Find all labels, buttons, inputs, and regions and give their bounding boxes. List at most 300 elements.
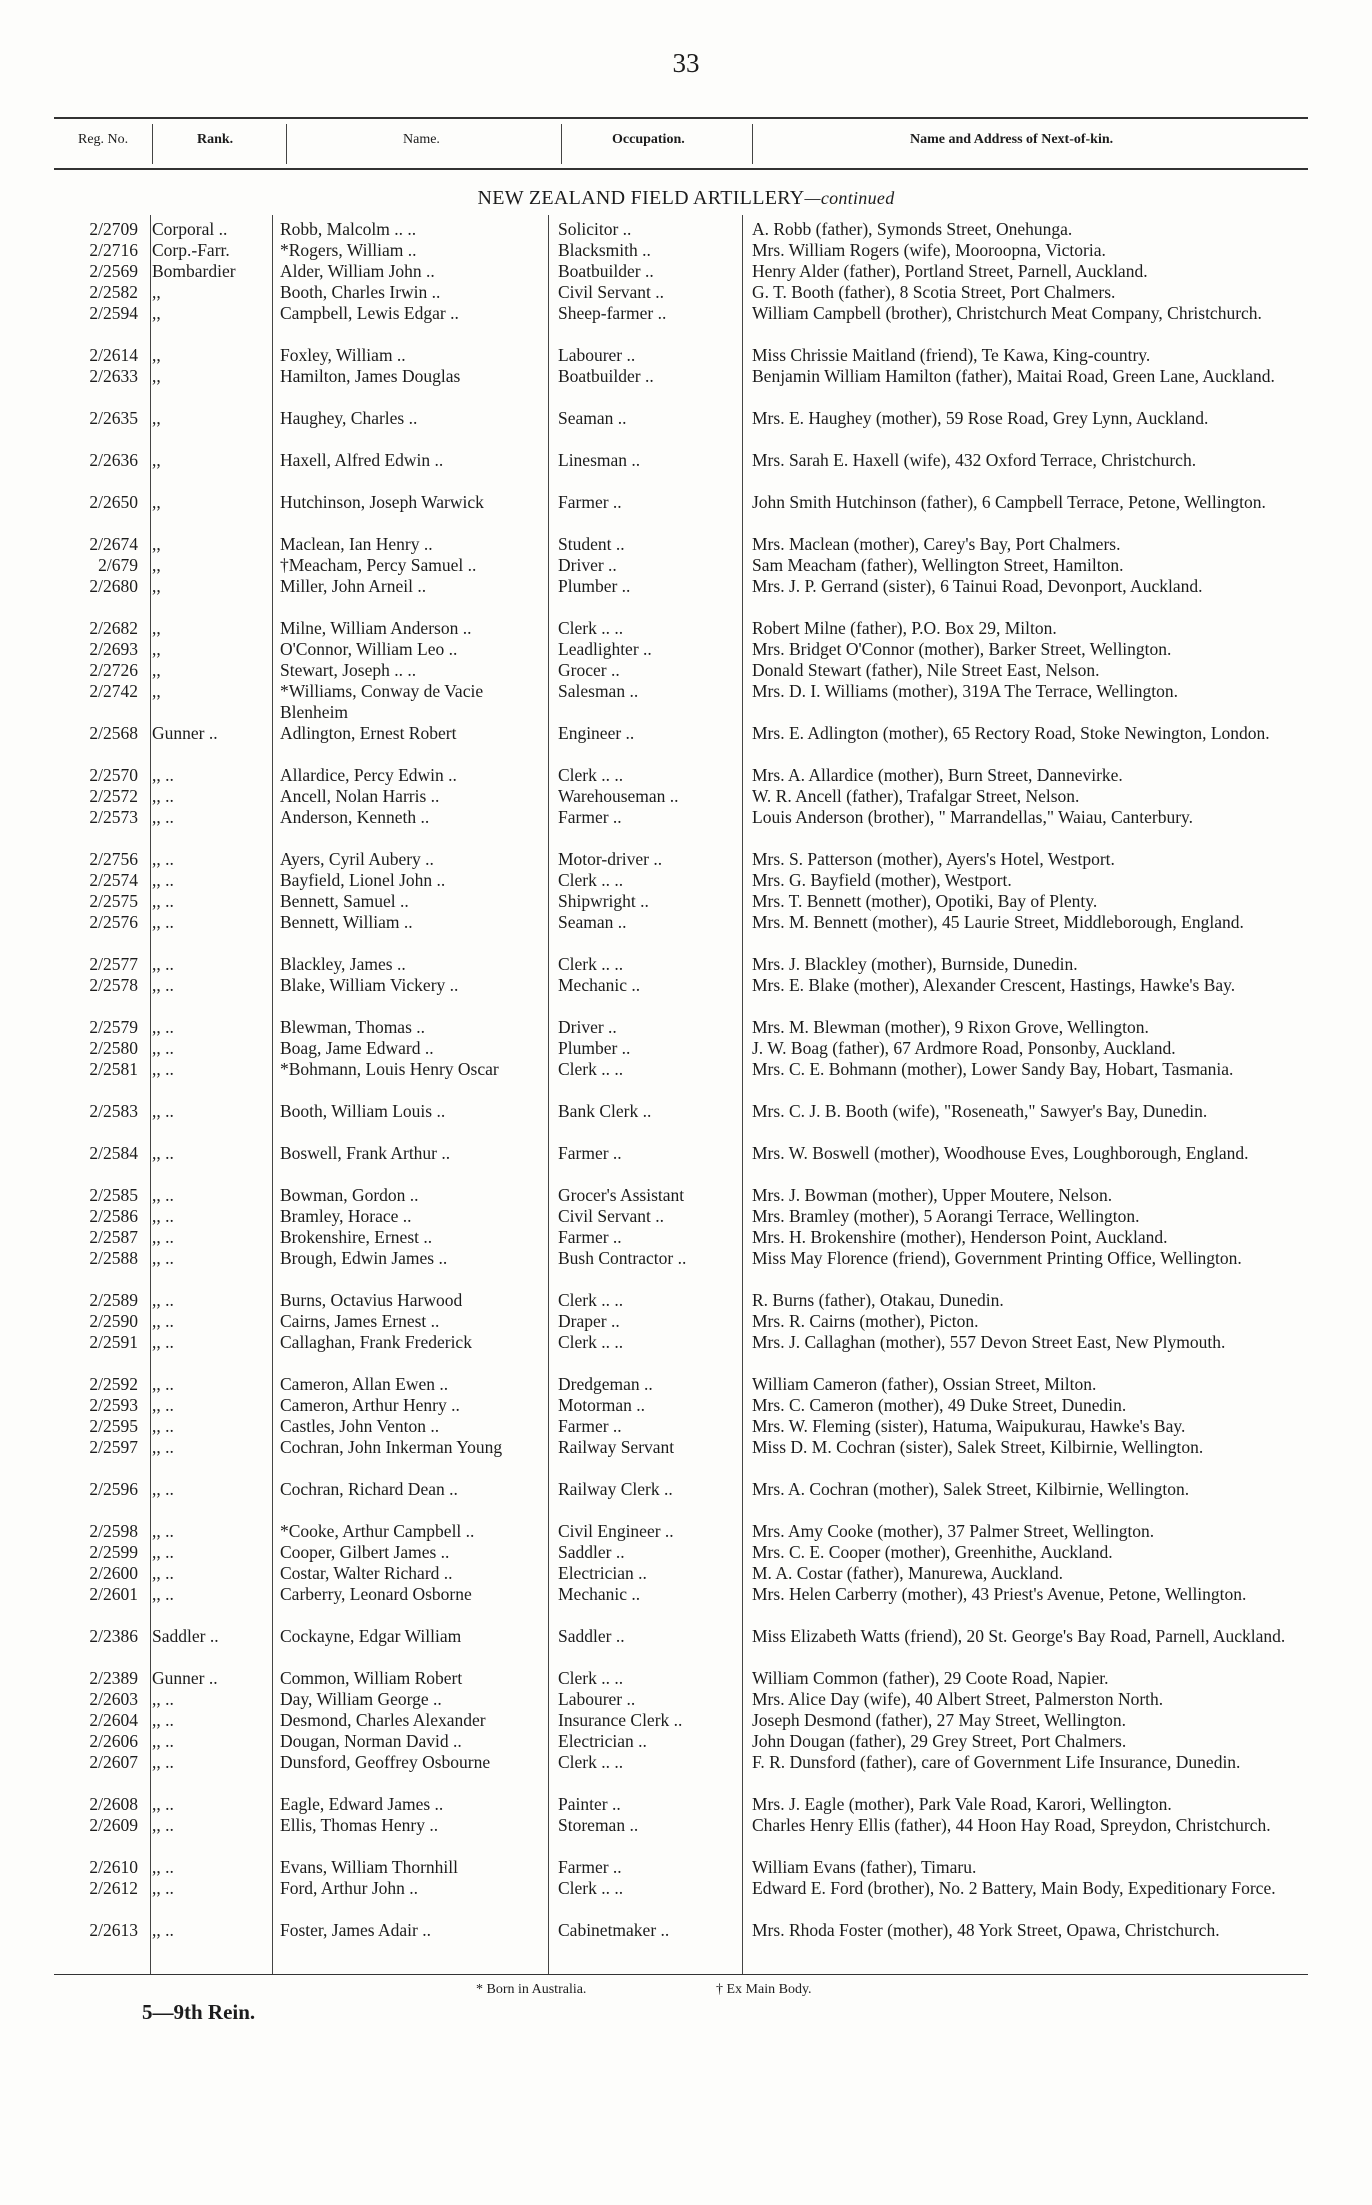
rank-cell: ,, ..: [152, 1311, 174, 1331]
reg-no-cell: 2/2607: [89, 1752, 138, 1772]
printer-signature: 5—9th Rein.: [142, 2000, 256, 2024]
next-of-kin-cell: Louis Anderson (brother), " Marrandellas," Waiau, Canterbury.: [752, 807, 1194, 827]
occupation-cell: Clerk .. ..: [558, 1290, 624, 1310]
next-of-kin-cell: Mrs. J. Bowman (mother), Upper Moutere, Nelson.: [752, 1185, 1113, 1205]
occupation-cell: Clerk .. ..: [558, 1059, 624, 1079]
rank-cell: ,, ..: [152, 1563, 174, 1583]
table-row: [0, 1878, 1372, 1920]
name-cell: Desmond, Charles Alexander: [280, 1710, 486, 1730]
name-cell: Hamilton, James Douglas: [280, 366, 461, 386]
table-row: [0, 1101, 1372, 1143]
rank-cell: ,, ..: [152, 1017, 174, 1037]
reg-no-cell: 2/2680: [89, 576, 138, 596]
occupation-cell: Shipwright ..: [558, 891, 649, 911]
occupation-cell: Civil Servant ..: [558, 1206, 664, 1226]
table-row: [0, 1857, 1372, 1878]
rank-cell: ,, ..: [152, 1248, 174, 1268]
footer-rule: [54, 1974, 1308, 1975]
rank-cell: ,, ..: [152, 912, 174, 932]
reg-no-cell: 2/2635: [89, 408, 138, 428]
table-row: [0, 849, 1372, 870]
occupation-cell: Grocer's Assistant: [558, 1185, 685, 1205]
next-of-kin-cell: Mrs. Sarah E. Haxell (wife), 432 Oxford Terrace, Christchurch.: [752, 450, 1197, 470]
table-row: [0, 786, 1372, 807]
occupation-cell: Clerk .. ..: [558, 1332, 624, 1352]
occupation-cell: Electrician ..: [558, 1731, 647, 1751]
rank-cell: ,, ..: [152, 1878, 174, 1898]
name-cell: Bennett, William ..: [280, 912, 413, 932]
table-row: [0, 723, 1372, 765]
next-of-kin-cell: Donald Stewart (father), Nile Street East, Nelson.: [752, 660, 1100, 680]
name-cell: Booth, Charles Irwin ..: [280, 282, 441, 302]
rank-cell: ,, ..: [152, 870, 174, 890]
name-cell: O'Connor, William Leo ..: [280, 639, 458, 659]
table-row: [0, 1416, 1372, 1437]
reg-no-cell: 2/2589: [89, 1290, 138, 1310]
table-row: [0, 1752, 1372, 1794]
next-of-kin-cell: Miss Elizabeth Watts (friend), 20 St. George's Bay Road, Parnell, Auckland.: [752, 1626, 1286, 1646]
occupation-cell: Grocer ..: [558, 660, 620, 680]
reg-no-cell: 2/2610: [89, 1857, 138, 1877]
rank-cell: ,,: [152, 303, 161, 323]
header-divider: [561, 124, 562, 164]
next-of-kin-cell: Mrs. William Rogers (wife), Mooroopna, Victoria.: [752, 240, 1106, 260]
table-row: [0, 303, 1372, 345]
next-of-kin-cell: M. A. Costar (father), Manurewa, Auckland.: [752, 1563, 1064, 1583]
rank-cell: ,, ..: [152, 1815, 174, 1835]
next-of-kin-cell: Mrs. A. Cochran (mother), Salek Street, Kilbirnie, Wellington.: [752, 1479, 1190, 1499]
rank-cell: ,,: [152, 534, 161, 554]
table-row: [0, 681, 1372, 723]
rank-cell: ,, ..: [152, 1584, 174, 1604]
occupation-cell: Driver ..: [558, 555, 617, 575]
rank-cell: ,,: [152, 639, 161, 659]
occupation-cell: Clerk .. ..: [558, 1752, 624, 1772]
table-row: [0, 555, 1372, 576]
name-cell: Bramley, Horace ..: [280, 1206, 412, 1226]
name-cell: Haxell, Alfred Edwin ..: [280, 450, 444, 470]
section-title: [0, 187, 1372, 210]
rank-cell: Corporal ..: [152, 219, 228, 239]
name-cell: Alder, William John ..: [280, 261, 435, 281]
reg-no-cell: 2/2588: [89, 1248, 138, 1268]
occupation-cell: Salesman ..: [558, 681, 639, 701]
rank-cell: ,,: [152, 555, 161, 575]
reg-no-cell: 2/2650: [89, 492, 138, 512]
table-row: [0, 408, 1372, 450]
next-of-kin-cell: Mrs. H. Brokenshire (mother), Henderson Point, Auckland.: [752, 1227, 1168, 1247]
name-cell: Miller, John Arneil ..: [280, 576, 427, 596]
name-cell: Cooper, Gilbert James ..: [280, 1542, 450, 1562]
rank-cell: ,,: [152, 408, 161, 428]
name-cell: Castles, John Venton ..: [280, 1416, 440, 1436]
name-cell: Eagle, Edward James ..: [280, 1794, 444, 1814]
table-row: [0, 576, 1372, 618]
table-row: [0, 1437, 1372, 1479]
reg-no-cell: 2/2612: [89, 1878, 138, 1898]
occupation-cell: Clerk .. ..: [558, 1668, 624, 1688]
name-cell: Ford, Arthur John ..: [280, 1878, 419, 1898]
next-of-kin-cell: Mrs. S. Patterson (mother), Ayers's Hotel, Westport.: [752, 849, 1115, 869]
table-row: [0, 1206, 1372, 1227]
name-cell: Foster, James Adair ..: [280, 1920, 431, 1940]
rank-cell: ,, ..: [152, 1206, 174, 1226]
table-row: [0, 660, 1372, 681]
table-row: [0, 807, 1372, 849]
rank-cell: Saddler ..: [152, 1626, 219, 1646]
rank-cell: ,, ..: [152, 765, 174, 785]
reg-no-cell: 2/2585: [89, 1185, 138, 1205]
next-of-kin-cell: Robert Milne (father), P.O. Box 29, Milton.: [752, 618, 1057, 638]
table-row: [0, 1479, 1372, 1521]
next-of-kin-cell: William Evans (father), Timaru.: [752, 1857, 977, 1877]
rank-cell: ,,: [152, 681, 161, 701]
rank-cell: ,, ..: [152, 807, 174, 827]
table-row: [0, 492, 1372, 534]
rank-cell: ,, ..: [152, 1059, 174, 1079]
table-row: [0, 1920, 1372, 1962]
reg-no-cell: 2/2579: [89, 1017, 138, 1037]
table-row: [0, 1563, 1372, 1584]
section-title-suffix: —continued: [804, 188, 895, 208]
table-row: [0, 1521, 1372, 1542]
table-row: [0, 1143, 1372, 1185]
occupation-cell: Civil Engineer ..: [558, 1521, 674, 1541]
next-of-kin-cell: F. R. Dunsford (father), care of Government Life Insurance, Dunedin.: [752, 1752, 1241, 1772]
name-cell: Blake, William Vickery ..: [280, 975, 459, 995]
reg-no-cell: 2/2573: [89, 807, 138, 827]
name-cell: *Cooke, Arthur Campbell ..: [280, 1521, 475, 1541]
table-row: [0, 639, 1372, 660]
rank-cell: ,, ..: [152, 1710, 174, 1730]
name-cell: Dougan, Norman David ..: [280, 1731, 462, 1751]
name-cell: Booth, William Louis ..: [280, 1101, 446, 1121]
table-row: [0, 1689, 1372, 1710]
reg-no-cell: 2/2572: [89, 786, 138, 806]
next-of-kin-cell: John Dougan (father), 29 Grey Street, Port Chalmers.: [752, 1731, 1127, 1751]
occupation-cell: Clerk .. ..: [558, 870, 624, 890]
next-of-kin-cell: William Cameron (father), Ossian Street, Milton.: [752, 1374, 1097, 1394]
reg-no-cell: 2/2570: [89, 765, 138, 785]
header-name: Name.: [403, 132, 440, 147]
reg-no-cell: 2/2580: [89, 1038, 138, 1058]
rank-cell: ,, ..: [152, 954, 174, 974]
next-of-kin-cell: Charles Henry Ellis (father), 44 Hoon Hay Road, Spreydon, Christchurch.: [752, 1815, 1271, 1835]
reg-no-cell: 2/2716: [89, 240, 138, 260]
next-of-kin-cell: Sam Meacham (father), Wellington Street, Hamilton.: [752, 555, 1124, 575]
rank-cell: ,, ..: [152, 1437, 174, 1457]
table-row: [0, 1332, 1372, 1374]
rank-cell: ,, ..: [152, 1038, 174, 1058]
next-of-kin-cell: Mrs. T. Bennett (mother), Opotiki, Bay of Plenty.: [752, 891, 1098, 911]
name-cell: Anderson, Kenneth ..: [280, 807, 430, 827]
table-row: [0, 1038, 1372, 1059]
table-row: [0, 1185, 1372, 1206]
reg-no-cell: 2/2742: [89, 681, 138, 701]
next-of-kin-cell: Mrs. C. Cameron (mother), 49 Duke Street, Dunedin.: [752, 1395, 1127, 1415]
next-of-kin-cell: Mrs. Amy Cooke (mother), 37 Palmer Street, Wellington.: [752, 1521, 1155, 1541]
name-cell: *Williams, Conway de Vacie Blenheim: [280, 681, 484, 722]
next-of-kin-cell: Mrs. M. Blewman (mother), 9 Rixon Grove, Wellington.: [752, 1017, 1149, 1037]
occupation-cell: Clerk .. ..: [558, 954, 624, 974]
reg-no-cell: 2/2682: [89, 618, 138, 638]
footnote-ex-main-body: † Ex Main Body.: [716, 1982, 812, 1997]
table-row: [0, 1311, 1372, 1332]
section-title-text: NEW ZEALAND FIELD ARTILLERY: [477, 187, 805, 209]
reg-no-cell: 2/2386: [89, 1626, 138, 1646]
next-of-kin-cell: A. Robb (father), Symonds Street, Onehunga.: [752, 219, 1073, 239]
roll-table-body: [0, 219, 1372, 1962]
occupation-cell: Engineer ..: [558, 723, 635, 743]
name-cell: Campbell, Lewis Edgar ..: [280, 303, 459, 323]
reg-no-cell: 2/2608: [89, 1794, 138, 1814]
table-row: [0, 282, 1372, 303]
rank-cell: ,, ..: [152, 786, 174, 806]
reg-no-cell: 2/2609: [89, 1815, 138, 1835]
rank-cell: ,,: [152, 660, 161, 680]
name-cell: Robb, Malcolm .. ..: [280, 219, 417, 239]
next-of-kin-cell: Mrs. E. Blake (mother), Alexander Crescent, Hastings, Hawke's Bay.: [752, 975, 1236, 995]
next-of-kin-cell: Mrs. W. Fleming (sister), Hatuma, Waipukurau, Hawke's Bay.: [752, 1416, 1186, 1436]
occupation-cell: Clerk .. ..: [558, 765, 624, 785]
table-row: [0, 1626, 1372, 1668]
name-cell: Cochran, John Inkerman Young: [280, 1437, 503, 1457]
reg-no-cell: 2/2595: [89, 1416, 138, 1436]
table-row: [0, 1059, 1372, 1101]
table-row: [0, 534, 1372, 555]
occupation-cell: Motor-driver ..: [558, 849, 663, 869]
reg-no-cell: 2/2633: [89, 366, 138, 386]
reg-no-cell: 2/2613: [89, 1920, 138, 1940]
rank-cell: ,, ..: [152, 1416, 174, 1436]
reg-no-cell: 2/2598: [89, 1521, 138, 1541]
rank-cell: ,, ..: [152, 1521, 174, 1541]
occupation-cell: Solicitor ..: [558, 219, 632, 239]
table-row: [0, 1794, 1372, 1815]
table-row: [0, 912, 1372, 954]
name-cell: Haughey, Charles ..: [280, 408, 418, 428]
table-row: [0, 1710, 1372, 1731]
next-of-kin-cell: Mrs. G. Bayfield (mother), Westport.: [752, 870, 1012, 890]
table-row: [0, 891, 1372, 912]
reg-no-cell: 2/2587: [89, 1227, 138, 1247]
next-of-kin-cell: Mrs. A. Allardice (mother), Burn Street, Dannevirke.: [752, 765, 1123, 785]
rank-cell: Bombardier: [152, 261, 236, 281]
next-of-kin-cell: John Smith Hutchinson (father), 6 Campbell Terrace, Petone, Wellington.: [752, 492, 1266, 512]
table-row: [0, 366, 1372, 408]
occupation-cell: Railway Clerk ..: [558, 1479, 673, 1499]
occupation-cell: Driver ..: [558, 1017, 617, 1037]
name-cell: Adlington, Ernest Robert: [280, 723, 457, 743]
next-of-kin-cell: Mrs. W. Boswell (mother), Woodhouse Eves, Loughborough, England.: [752, 1143, 1249, 1163]
occupation-cell: Seaman ..: [558, 408, 627, 428]
occupation-cell: Draper ..: [558, 1311, 620, 1331]
reg-no-cell: 2/2581: [89, 1059, 138, 1079]
occupation-cell: Linesman ..: [558, 450, 641, 470]
next-of-kin-cell: Miss Chrissie Maitland (friend), Te Kawa, King-country.: [752, 345, 1151, 365]
rank-cell: ,, ..: [152, 891, 174, 911]
occupation-cell: Railway Servant: [558, 1437, 675, 1457]
next-of-kin-cell: Miss D. M. Cochran (sister), Salek Street, Kilbirnie, Wellington.: [752, 1437, 1204, 1457]
occupation-cell: Civil Servant ..: [558, 282, 664, 302]
occupation-cell: Sheep-farmer ..: [558, 303, 667, 323]
reg-no-cell: 2/2594: [89, 303, 138, 323]
reg-no-cell: 2/2582: [89, 282, 138, 302]
name-cell: Stewart, Joseph .. ..: [280, 660, 417, 680]
occupation-cell: Warehouseman ..: [558, 786, 679, 806]
occupation-cell: Farmer ..: [558, 1416, 622, 1436]
name-cell: Evans, William Thornhill: [280, 1857, 459, 1877]
table-row: [0, 1227, 1372, 1248]
rank-cell: ,,: [152, 618, 161, 638]
header-reg-no: Reg. No.: [78, 132, 129, 147]
next-of-kin-cell: Mrs. M. Bennett (mother), 45 Laurie Street, Middleborough, England.: [752, 912, 1244, 932]
reg-no-cell: 2/2576: [89, 912, 138, 932]
table-row: [0, 450, 1372, 492]
next-of-kin-cell: Edward E. Ford (brother), No. 2 Battery, Main Body, Expeditionary Force.: [752, 1878, 1276, 1898]
next-of-kin-cell: William Campbell (brother), Christchurch Meat Company, Christchurch.: [752, 303, 1262, 323]
table-row: [0, 1290, 1372, 1311]
reg-no-cell: 2/2389: [89, 1668, 138, 1688]
next-of-kin-cell: W. R. Ancell (father), Trafalgar Street, Nelson.: [752, 786, 1080, 806]
occupation-cell: Farmer ..: [558, 807, 622, 827]
rank-cell: ,, ..: [152, 1794, 174, 1814]
reg-no-cell: 2/2577: [89, 954, 138, 974]
rank-cell: ,, ..: [152, 1479, 174, 1499]
next-of-kin-cell: Mrs. E. Adlington (mother), 65 Rectory Road, Stoke Newington, London.: [752, 723, 1270, 743]
rank-cell: ,,: [152, 282, 161, 302]
occupation-cell: Saddler ..: [558, 1626, 625, 1646]
table-row: [0, 1731, 1372, 1752]
rank-cell: ,, ..: [152, 1290, 174, 1310]
rank-cell: Gunner ..: [152, 723, 218, 743]
header-divider: [152, 124, 153, 164]
next-of-kin-cell: Mrs. C. E. Bohmann (mother), Lower Sandy Bay, Hobart, Tasmania.: [752, 1059, 1234, 1079]
rank-cell: ,, ..: [152, 1374, 174, 1394]
rank-cell: ,, ..: [152, 1227, 174, 1247]
reg-no-cell: 2/2674: [89, 534, 138, 554]
name-cell: Blewman, Thomas ..: [280, 1017, 426, 1037]
table-row: [0, 1248, 1372, 1290]
occupation-cell: Saddler ..: [558, 1542, 625, 1562]
reg-no-cell: 2/2606: [89, 1731, 138, 1751]
rank-cell: ,,: [152, 345, 161, 365]
table-row: [0, 261, 1372, 282]
occupation-cell: Dredgeman ..: [558, 1374, 653, 1394]
reg-no-cell: 2/2597: [89, 1437, 138, 1457]
reg-no-cell: 2/2568: [89, 723, 138, 743]
next-of-kin-cell: Mrs. E. Haughey (mother), 59 Rose Road, Grey Lynn, Auckland.: [752, 408, 1209, 428]
reg-no-cell: 2/2601: [89, 1584, 138, 1604]
header-rank: Rank.: [197, 132, 234, 147]
table-row: [0, 1374, 1372, 1395]
rank-cell: ,, ..: [152, 1332, 174, 1352]
table-row: [0, 870, 1372, 891]
reg-no-cell: 2/2693: [89, 639, 138, 659]
name-cell: Cameron, Allan Ewen ..: [280, 1374, 449, 1394]
next-of-kin-cell: Mrs. D. I. Williams (mother), 319A The Terrace, Wellington.: [752, 681, 1178, 701]
reg-no-cell: 2/2569: [89, 261, 138, 281]
table-row: [0, 219, 1372, 240]
table-row: [0, 1017, 1372, 1038]
reg-no-cell: 2/2575: [89, 891, 138, 911]
name-cell: *Rogers, William ..: [280, 240, 417, 260]
next-of-kin-cell: Mrs. Alice Day (wife), 40 Albert Street, Palmerston North.: [752, 1689, 1164, 1709]
occupation-cell: Farmer ..: [558, 492, 622, 512]
rank-cell: Corp.-Farr.: [152, 240, 230, 260]
name-cell: Boag, Jame Edward ..: [280, 1038, 434, 1058]
name-cell: Bayfield, Lionel John ..: [280, 870, 446, 890]
occupation-cell: Student ..: [558, 534, 625, 554]
occupation-cell: Insurance Clerk ..: [558, 1710, 683, 1730]
name-cell: Costar, Walter Richard ..: [280, 1563, 453, 1583]
name-cell: Day, William George ..: [280, 1689, 442, 1709]
next-of-kin-cell: Mrs. J. Callaghan (mother), 557 Devon Street East, New Plymouth.: [752, 1332, 1226, 1352]
table-row: [0, 1815, 1372, 1857]
table-row: [0, 1542, 1372, 1563]
reg-no-cell: 2/2599: [89, 1542, 138, 1562]
next-of-kin-cell: Mrs. R. Cairns (mother), Picton.: [752, 1311, 979, 1331]
occupation-cell: Boatbuilder ..: [558, 261, 654, 281]
occupation-cell: Mechanic ..: [558, 1584, 641, 1604]
rank-cell: ,, ..: [152, 1185, 174, 1205]
next-of-kin-cell: Mrs. Bramley (mother), 5 Aorangi Terrace, Wellington.: [752, 1206, 1140, 1226]
occupation-cell: Cabinetmaker ..: [558, 1920, 670, 1940]
reg-no-cell: 2/2578: [89, 975, 138, 995]
name-cell: Cameron, Arthur Henry ..: [280, 1395, 460, 1415]
rank-cell: ,, ..: [152, 1101, 174, 1121]
name-cell: Common, William Robert: [280, 1668, 463, 1688]
header-divider: [286, 124, 287, 164]
reg-no-cell: 2/2726: [89, 660, 138, 680]
name-cell: Maclean, Ian Henry ..: [280, 534, 433, 554]
reg-no-cell: 2/2586: [89, 1206, 138, 1226]
rank-cell: ,,: [152, 366, 161, 386]
reg-no-cell: 2/2591: [89, 1332, 138, 1352]
rank-cell: Gunner ..: [152, 1668, 218, 1688]
name-cell: Brough, Edwin James ..: [280, 1248, 448, 1268]
name-cell: Hutchinson, Joseph Warwick: [280, 492, 484, 512]
name-cell: †Meacham, Percy Samuel ..: [280, 555, 477, 575]
table-row: [0, 1668, 1372, 1689]
name-cell: *Bohmann, Louis Henry Oscar: [280, 1059, 499, 1079]
occupation-cell: Plumber ..: [558, 1038, 631, 1058]
header-occupation: Occupation.: [612, 132, 685, 147]
name-cell: Cochran, Richard Dean ..: [280, 1479, 458, 1499]
occupation-cell: Blacksmith ..: [558, 240, 651, 260]
next-of-kin-cell: G. T. Booth (father), 8 Scotia Street, Port Chalmers.: [752, 282, 1116, 302]
rank-cell: ,, ..: [152, 1689, 174, 1709]
occupation-cell: Plumber ..: [558, 576, 631, 596]
occupation-cell: Bank Clerk ..: [558, 1101, 652, 1121]
reg-no-cell: 2/2596: [89, 1479, 138, 1499]
rank-cell: ,, ..: [152, 1920, 174, 1940]
table-row: [0, 954, 1372, 975]
page-number: 33: [672, 48, 700, 78]
reg-no-cell: 2/2584: [89, 1143, 138, 1163]
name-cell: Callaghan, Frank Frederick: [280, 1332, 472, 1352]
reg-no-cell: 2/2709: [89, 219, 138, 239]
occupation-cell: Mechanic ..: [558, 975, 641, 995]
name-cell: Blackley, James ..: [280, 954, 406, 974]
occupation-cell: Boatbuilder ..: [558, 366, 654, 386]
next-of-kin-cell: Mrs. Bridget O'Connor (mother), Barker Street, Wellington.: [752, 639, 1172, 659]
table-row: [0, 618, 1372, 639]
reg-no-cell: 2/2600: [89, 1563, 138, 1583]
name-cell: Foxley, William ..: [280, 345, 406, 365]
next-of-kin-cell: J. W. Boag (father), 67 Ardmore Road, Ponsonby, Auckland.: [752, 1038, 1176, 1058]
table-row: [0, 345, 1372, 366]
